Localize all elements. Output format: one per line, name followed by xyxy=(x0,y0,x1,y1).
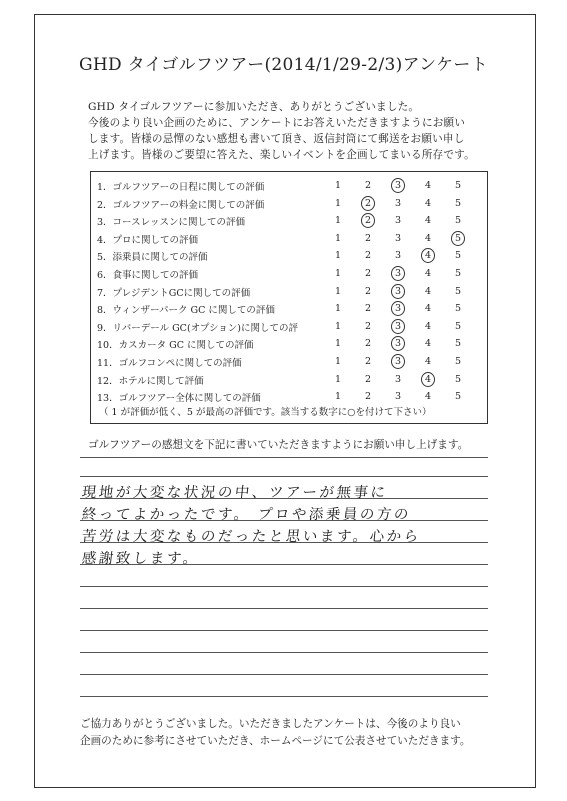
rating-row-label: 2．ゴルフツアーの料金に関しての評価 xyxy=(97,199,265,211)
rating-option-circled: 3 xyxy=(391,354,405,369)
rating-row-label: 11．ゴルフコンペに関しての評価 xyxy=(97,358,242,369)
rating-option: 1 xyxy=(334,320,342,332)
rating-option: 4 xyxy=(424,391,432,403)
rating-option: 1 xyxy=(334,373,342,385)
rating-row-label: 5．添乗員に関しての評価 xyxy=(97,252,208,264)
rating-option-circled: 3 xyxy=(391,301,405,316)
handwritten-comment-line: 感謝致します。 xyxy=(81,551,201,567)
rating-option: 5 xyxy=(454,285,462,297)
rating-row xyxy=(91,300,489,317)
rating-option: 1 xyxy=(334,215,342,227)
rating-option: 5 xyxy=(454,373,462,385)
rating-option-circled: 2 xyxy=(361,213,375,228)
rating-option: 2 xyxy=(364,250,372,262)
rating-option: 5 xyxy=(454,197,462,209)
comment-line xyxy=(80,630,488,631)
comment-line xyxy=(80,652,488,653)
rating-option: 2 xyxy=(364,285,372,297)
rating-row xyxy=(91,212,489,229)
closing-line: ご協力ありがとうございました。いただきましたアンケートは、今後のより良い xyxy=(80,718,461,730)
rating-option: 2 xyxy=(364,232,372,244)
intro-paragraph xyxy=(88,99,488,163)
rating-row-label: 12．ホテルに関して評価 xyxy=(97,375,204,387)
rating-option: 2 xyxy=(364,303,372,315)
rating-row xyxy=(91,388,489,405)
intro-line: 今後のより良い企画のために、アンケートにお答えいただきますようにお願い xyxy=(88,117,466,129)
rating-option: 3 xyxy=(394,391,402,403)
rating-option-circled: 5 xyxy=(451,231,465,246)
rating-option: 4 xyxy=(424,180,432,191)
rating-option-circled: 4 xyxy=(421,372,435,387)
rating-option: 2 xyxy=(364,268,372,279)
rating-row xyxy=(91,195,489,212)
rating-option: 5 xyxy=(454,303,462,315)
rating-option: 4 xyxy=(424,197,432,209)
rating-row xyxy=(91,335,489,352)
rating-option: 4 xyxy=(424,320,432,332)
comment-line xyxy=(80,457,488,458)
comment-line xyxy=(80,476,488,477)
rating-option: 5 xyxy=(454,215,462,227)
rating-option: 5 xyxy=(454,338,462,350)
handwritten-comment-line: 苦労は大変なものだったと思います。心から xyxy=(81,529,422,545)
rating-row xyxy=(91,283,489,300)
rating-option: 2 xyxy=(364,373,372,385)
rating-option: 1 xyxy=(334,197,342,209)
rating-note: （ 1 が評価が低く、5 が最高の評価です。該当する数字に○を付けて下さい） xyxy=(99,407,432,418)
rating-option: 5 xyxy=(454,356,462,367)
rating-option-circled: 3 xyxy=(391,266,405,281)
rating-option: 3 xyxy=(394,373,402,385)
rating-option: 5 xyxy=(454,320,462,332)
rating-option: 3 xyxy=(394,197,402,209)
rating-option-circled: 3 xyxy=(391,178,405,193)
rating-option-circled: 4 xyxy=(421,248,435,263)
comment-line xyxy=(80,674,488,675)
rating-option: 1 xyxy=(334,180,342,191)
rating-option: 4 xyxy=(424,285,432,297)
rating-option: 1 xyxy=(334,303,342,315)
rating-option: 1 xyxy=(334,391,342,403)
rating-option-circled: 2 xyxy=(361,196,375,211)
rating-option: 1 xyxy=(334,268,342,279)
rating-option: 5 xyxy=(454,268,462,279)
rating-option: 1 xyxy=(334,250,342,262)
rating-option-circled: 3 xyxy=(391,284,405,299)
rating-row xyxy=(91,265,489,282)
rating-row-label: 8．ウィンザーパーク GC に関しての評価 xyxy=(97,305,275,317)
rating-row-label: 3．コースレッスンに関しての評価 xyxy=(97,217,245,229)
rating-option: 4 xyxy=(424,338,432,350)
intro-line: GHD タイゴルフツアーに参加いただき、ありがとうございました。 xyxy=(88,101,420,113)
rating-row xyxy=(91,353,489,370)
rating-table xyxy=(90,171,488,424)
comments-prompt: ゴルフツアーの感想文を下記に書いていただきますようにお願い申し上げます。 xyxy=(88,439,469,451)
rating-row xyxy=(91,371,489,388)
rating-option: 3 xyxy=(394,215,402,227)
rating-option: 4 xyxy=(424,232,432,244)
rating-option: 4 xyxy=(424,303,432,315)
rating-option: 2 xyxy=(364,356,372,367)
handwritten-comment-line: 現地が大変な状況の中、ツアーが無事に xyxy=(81,485,389,501)
rating-row xyxy=(91,177,489,194)
comment-line xyxy=(80,586,488,587)
rating-row xyxy=(91,247,489,264)
intro-line: します。皆様の忌憚のない感想も書いて頂き、返信封筒にて郵送をお願い申し xyxy=(88,133,465,145)
rating-row-label: 10．カスカータ GC に関しての評価 xyxy=(97,340,254,352)
rating-option: 3 xyxy=(394,232,402,244)
rating-row-label: 13．ゴルフツアー全体に関しての評価 xyxy=(97,393,261,405)
rating-option: 2 xyxy=(364,320,372,332)
comment-line xyxy=(80,608,488,609)
rating-row xyxy=(91,230,489,247)
rating-option: 2 xyxy=(364,391,372,403)
rating-option: 4 xyxy=(424,356,432,367)
rating-option: 1 xyxy=(334,338,342,350)
rating-row-label: 9．リバーデール GC(オプション)に関しての評 xyxy=(97,322,299,334)
rating-row-label: 1．ゴルフツアーの日程に関しての評価 xyxy=(97,182,265,193)
rating-option: 2 xyxy=(364,180,372,191)
rating-option: 4 xyxy=(424,215,432,227)
rating-option-circled: 3 xyxy=(391,336,405,351)
rating-option: 1 xyxy=(334,285,342,297)
rating-option-circled: 3 xyxy=(391,319,405,334)
comment-line xyxy=(80,696,488,697)
page-title: GHD タイゴルフツアー(2014/1/29-2/3)アンケート xyxy=(78,55,489,75)
rating-row-label: 4．プロに関しての評価 xyxy=(97,234,199,246)
rating-option: 4 xyxy=(424,268,432,279)
closing-line: 企画のために参考にさせていただき、ホームページにて公表させていただきます。 xyxy=(80,735,471,747)
rating-option: 5 xyxy=(454,180,462,191)
rating-option: 1 xyxy=(334,232,342,244)
rating-option: 2 xyxy=(364,338,372,350)
rating-row-label: 7．プレジデントGCに関しての評価 xyxy=(97,287,251,299)
rating-row-label: 6．食事に関しての評価 xyxy=(97,270,199,281)
handwritten-comment-line: 終ってよかったです。 プロや添乗員の方の xyxy=(81,507,412,523)
rating-row xyxy=(91,318,489,335)
rating-option: 5 xyxy=(454,391,462,403)
rating-option: 3 xyxy=(394,250,402,262)
intro-line: 上げます。皆様のご要望に答えた、楽しいイベントを企画してまいる所存です。 xyxy=(88,149,475,161)
rating-option: 1 xyxy=(334,356,342,367)
closing-message xyxy=(80,716,500,750)
rating-option: 5 xyxy=(454,250,462,262)
